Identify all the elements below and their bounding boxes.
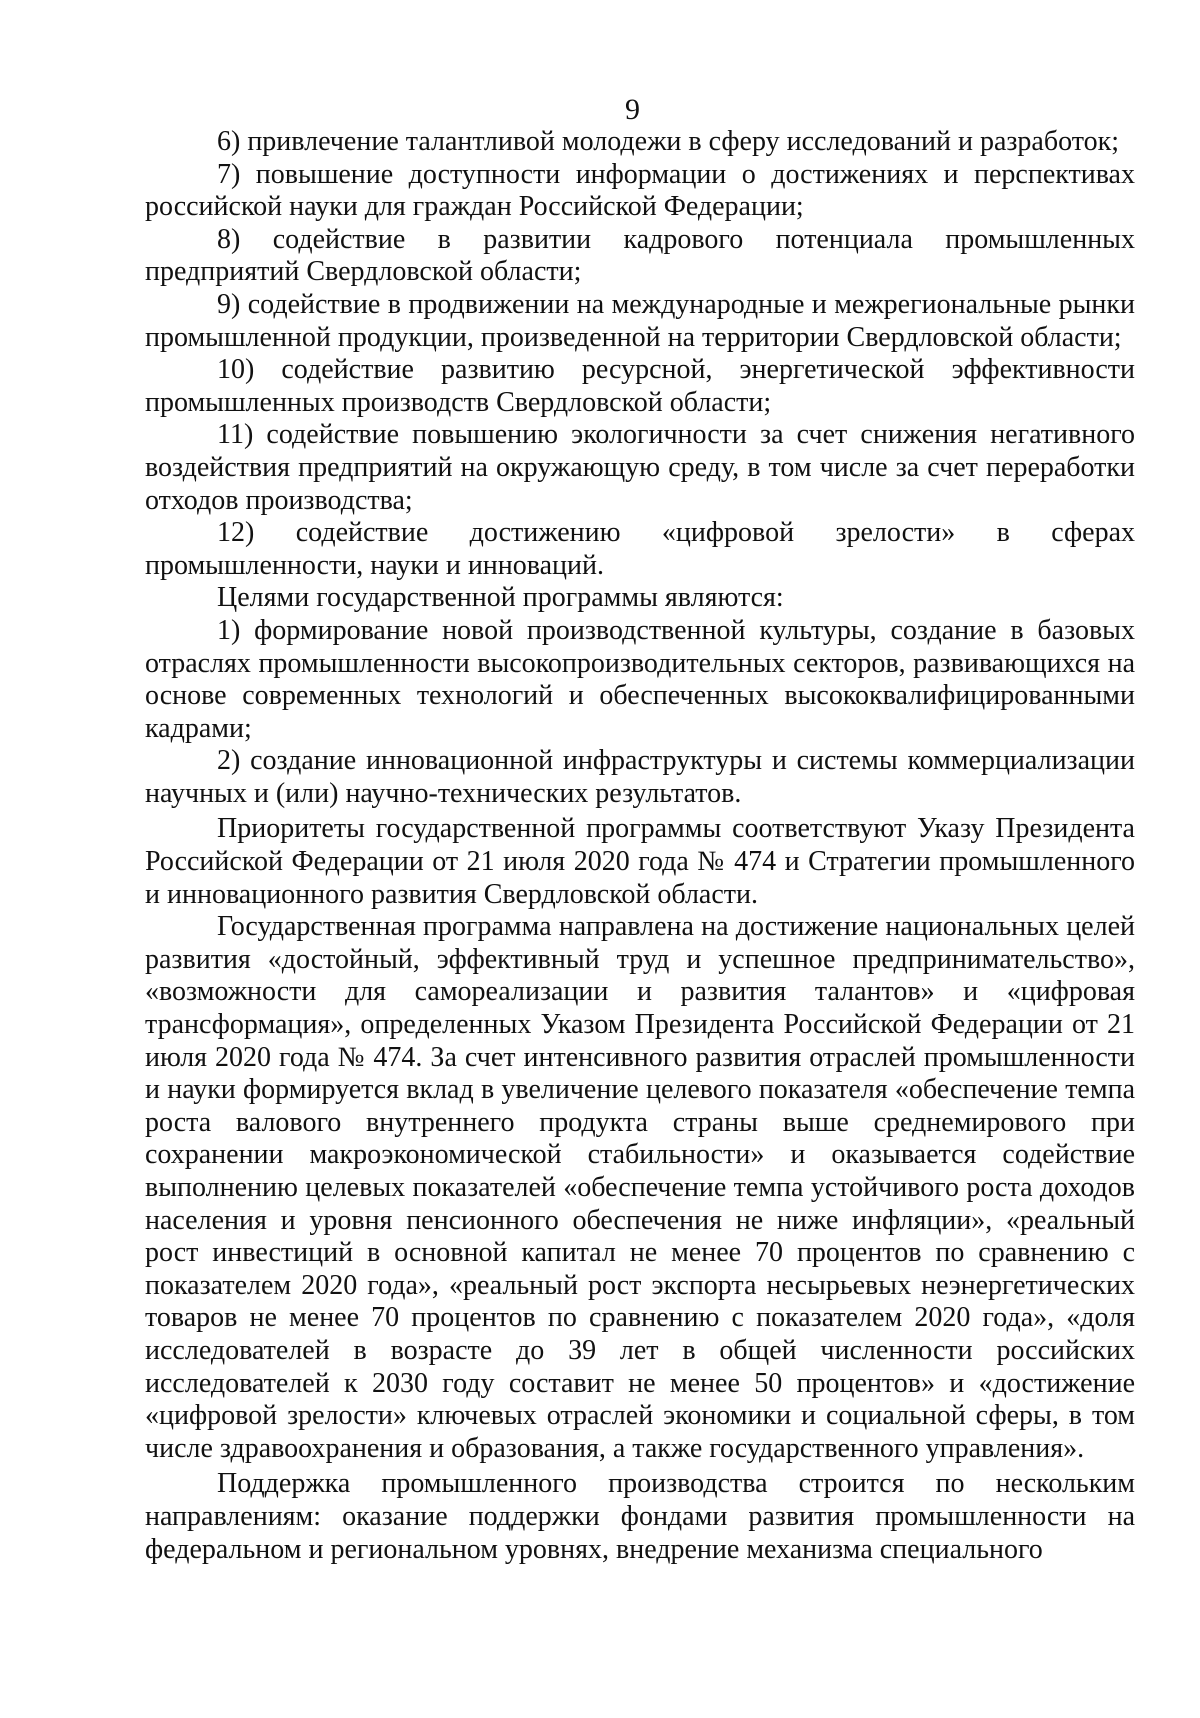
paragraph-aim-1: 1) формирование новой производственной культуры, создание в базовых отраслях промышленности высокопроизводительных секторов, развивающихся на основе современных технологий и обеспеченных высококвалифицированными кадрами;: [145, 614, 1135, 744]
paragraph-goal-12: 12) содействие достижению «цифровой зрелости» в сферах промышленности, науки и инноваций.: [145, 517, 1135, 581]
paragraph-goal-7: 7) повышение доступности информации о достижениях и перспективах российской науки для граждан Российской Федерации;: [145, 158, 1135, 223]
paragraph-support: Поддержка промышленного производства строится по нескольким направлениям: оказание поддержки фондами развития промышленности на федеральном и региональном уровнях, внедрение механизма специального: [145, 1468, 1135, 1565]
paragraph-goal-9: 9) содействие в продвижении на международные и межрегиональные рынки промышленной продукции, произведенной на территории Свердловской области;: [145, 288, 1135, 353]
paragraph-goal-11: 11) содействие повышению экологичности за счет снижения негативного воздействия предприятий на окружающую среду, в том числе за счет переработки отходов производства;: [145, 419, 1135, 516]
paragraph-goal-6: 6) привлечение талантливой молодежи в сферу исследований и разработок;: [217, 126, 1119, 157]
paragraph-goal-10: 10) содействие развитию ресурсной, энергетической эффективности промышленных производств Свердловской области;: [145, 354, 1135, 418]
paragraph-aim-2: 2) создание инновационной инфраструктуры и системы коммерциализации научных и (или) научно-технических результатов.: [145, 745, 1135, 809]
paragraph-priorities: Приоритеты государственной программы соответствуют Указу Президента Российской Федерации от 21 июля 2020 года № 474 и Стратегии промышленного и инновационного развития Свердловской области.: [145, 813, 1135, 910]
document-body: [145, 126, 1135, 1566]
paragraph-goal-8: 8) содействие в развитии кадрового потенциала промышленных предприятий Свердловской области;: [145, 223, 1135, 288]
paragraph-national-goals: Государственная программа направлена на достижение национальных целей развития «достойный, эффективный труд и успешное предпринимательство», «возможности для самореализации и развития талантов» и «цифровая трансформация», определенных Указом Президента Российской Федерации от 21 июля 2020 года № 474. За счет интенсивного развития отраслей промышленности и науки формируется вклад в увеличение целевого показателя «обеспечение темпа роста валового внутреннего продукта страны выше среднемирового при сохранении макроэкономической стабильности» и оказывается содействие выполнению целевых показателей «обеспечение темпа устойчивого роста доходов населения и уровня пенсионного обеспечения не ниже инфляции», «реальный рост инвестиций в основной капитал не менее 70 процентов по сравнению с показателем 2020 года», «реальный рост экспорта несырьевых неэнергетических товаров не менее 70 процентов по сравнению с показателем 2020 года», «доля исследователей в возрасте до 39 лет в общей численности российских исследователей к 2030 году составит не менее 50 процентов» и «достижение «цифровой зрелости» ключевых отраслей экономики и социальной сферы, в том числе здравоохранения и образования, а также государственного управления».: [145, 911, 1135, 1464]
page-number: 9: [625, 93, 640, 126]
paragraph-aims-heading: Целями государственной программы являются:: [217, 582, 784, 614]
